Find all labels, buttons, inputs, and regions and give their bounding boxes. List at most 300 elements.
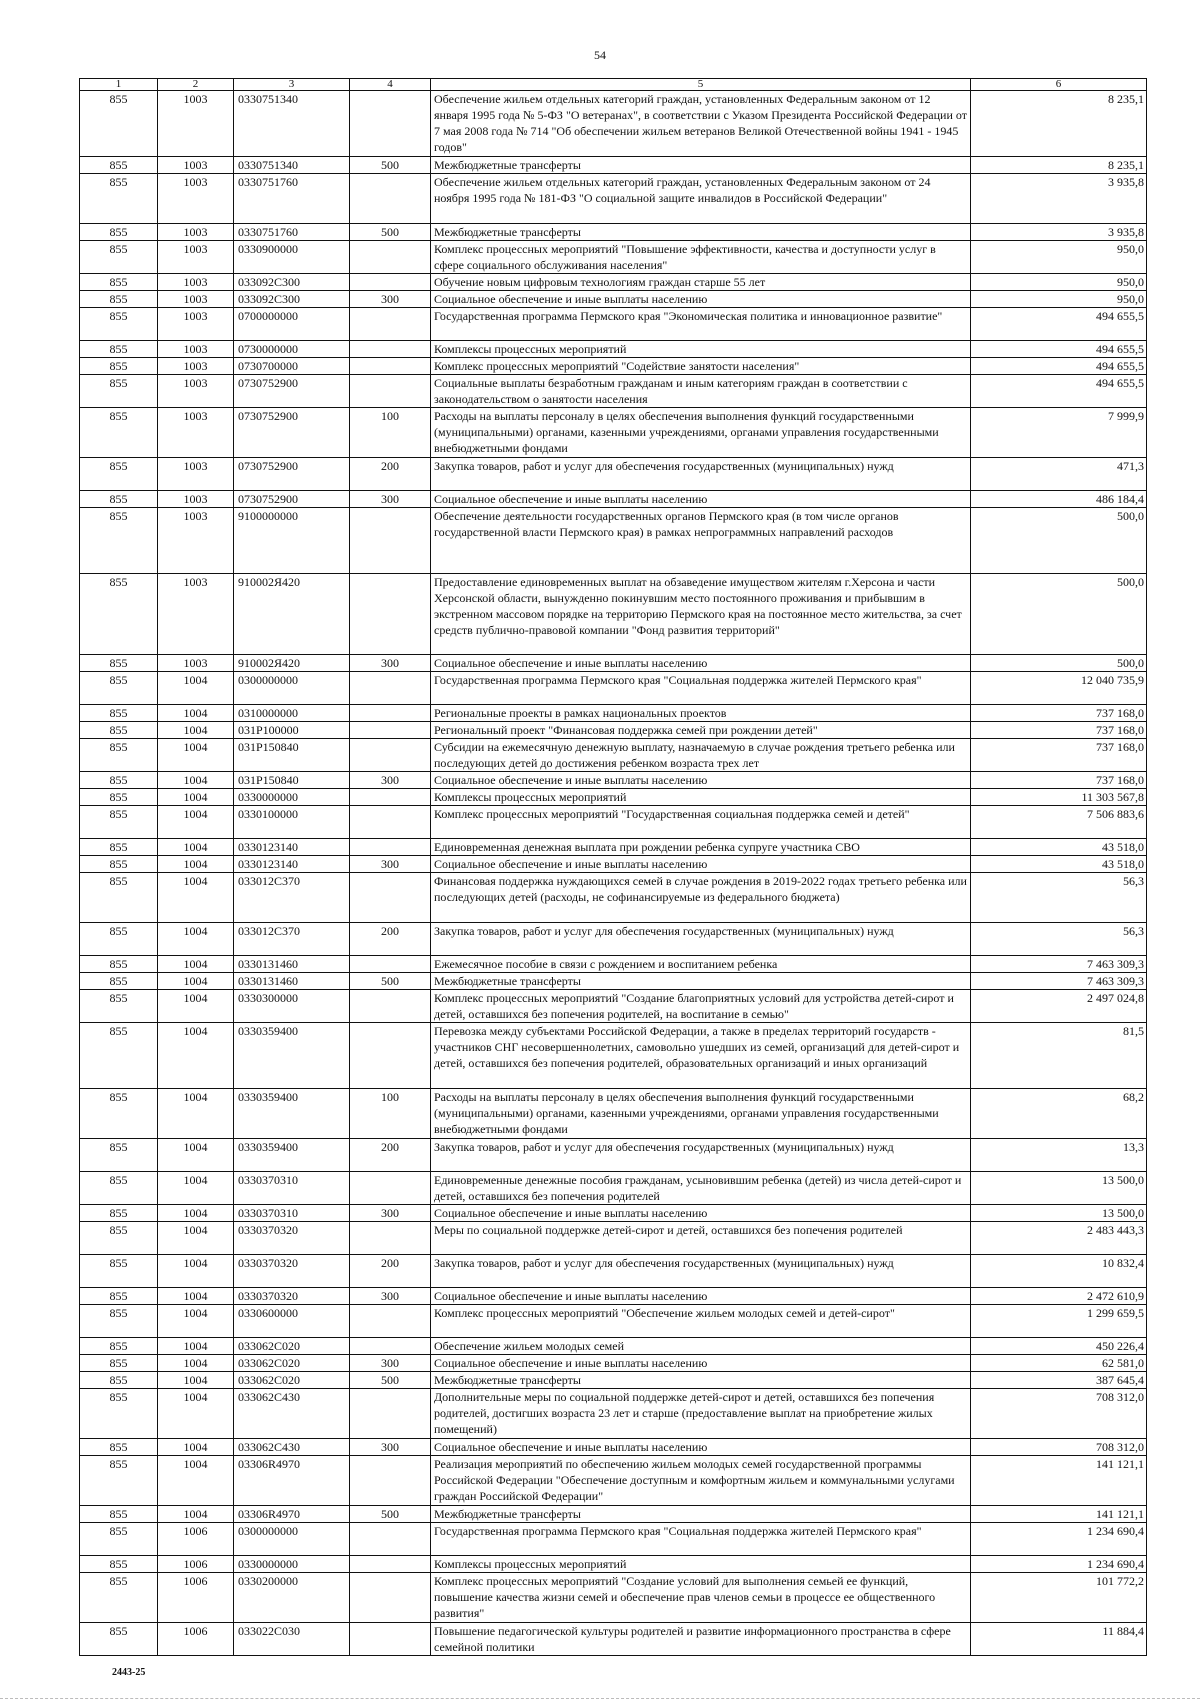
cell-admin-code: 855 [80,157,158,174]
cell-expense-type [350,839,431,856]
cell-section-code: 1004 [158,1372,234,1389]
header-col-3: 3 [234,79,350,91]
cell-target-article: 033092С300 [234,274,350,291]
cell-amount: 1 234 690,4 [971,1556,1147,1573]
cell-section-code: 1004 [158,1255,234,1288]
cell-section-code: 1004 [158,1305,234,1338]
cell-admin-code: 855 [80,1372,158,1389]
cell-description: Субсидии на ежемесячную денежную выплату, назначаемую в случае рождения третьего ребенка или последующих детей до достижения ребенком возраста трех лет [431,739,971,772]
cell-expense-type [350,1023,431,1089]
table-row [80,772,1147,789]
cell-admin-code: 855 [80,274,158,291]
cell-amount: 737 168,0 [971,772,1147,789]
cell-section-code: 1004 [158,672,234,705]
budget-table [79,78,1147,1656]
cell-section-code: 1004 [158,739,234,772]
cell-target-article: 0330100000 [234,806,350,839]
cell-target-article: 0730752900 [234,375,350,408]
cell-expense-type: 200 [350,458,431,491]
cell-target-article: 031P150840 [234,739,350,772]
cell-target-article: 033062С020 [234,1338,350,1355]
cell-description: Комплекс процессных мероприятий "Государственная социальная поддержка семей и детей" [431,806,971,839]
table-row [80,1623,1147,1656]
cell-section-code: 1003 [158,274,234,291]
cell-description: Финансовая поддержка нуждающихся семей в случае рождения в 2019-2022 годах третьего ребенка или последующих детей (расходы, не софинансируемые из федерального бюджета) [431,873,971,923]
table-row [80,956,1147,973]
table-row [80,375,1147,408]
table-row [80,458,1147,491]
table-row [80,806,1147,839]
cell-target-article: 0330200000 [234,1573,350,1623]
cell-amount: 471,3 [971,458,1147,491]
cell-target-article: 031P150840 [234,772,350,789]
cell-amount: 494 655,5 [971,341,1147,358]
cell-expense-type [350,1338,431,1355]
cell-amount: 8 235,1 [971,157,1147,174]
cell-amount: 1 299 659,5 [971,1305,1147,1338]
cell-target-article: 033062С020 [234,1355,350,1372]
cell-amount: 101 772,2 [971,1573,1147,1623]
cell-expense-type [350,341,431,358]
cell-section-code: 1003 [158,508,234,574]
cell-admin-code: 855 [80,1573,158,1623]
header-col-4: 4 [350,79,431,91]
page-number: 54 [594,48,606,62]
cell-expense-type [350,1222,431,1255]
cell-section-code: 1004 [158,956,234,973]
cell-admin-code: 855 [80,772,158,789]
cell-expense-type: 200 [350,1139,431,1172]
table-row [80,672,1147,705]
table-row [80,856,1147,873]
cell-section-code: 1003 [158,91,234,157]
table-row [80,1205,1147,1222]
cell-section-code: 1004 [158,973,234,990]
cell-expense-type: 500 [350,157,431,174]
cell-amount: 2 472 610,9 [971,1288,1147,1305]
cell-section-code: 1006 [158,1623,234,1656]
cell-target-article: 0730700000 [234,358,350,375]
cell-target-article: 0330370310 [234,1172,350,1205]
table-row [80,873,1147,923]
cell-admin-code: 855 [80,990,158,1023]
cell-admin-code: 855 [80,1523,158,1556]
cell-target-article: 0330359400 [234,1023,350,1089]
cell-description: Расходы на выплаты персоналу в целях обеспечения выполнения функций государственными (муниципальными) органами, казенными учреждениями, органами управления государственными внебюджетными фондами [431,1089,971,1139]
cell-expense-type: 200 [350,923,431,956]
cell-admin-code: 855 [80,1439,158,1456]
cell-description: Комплексы процессных мероприятий [431,1556,971,1573]
cell-section-code: 1003 [158,291,234,308]
cell-admin-code: 855 [80,341,158,358]
cell-expense-type [350,91,431,157]
cell-section-code: 1004 [158,722,234,739]
cell-section-code: 1006 [158,1523,234,1556]
cell-section-code: 1004 [158,1355,234,1372]
cell-amount: 450 226,4 [971,1338,1147,1355]
cell-target-article: 0330370320 [234,1288,350,1305]
cell-expense-type: 100 [350,1089,431,1139]
cell-target-article: 0310000000 [234,705,350,722]
cell-amount: 387 645,4 [971,1372,1147,1389]
cell-expense-type [350,375,431,408]
cell-admin-code: 855 [80,806,158,839]
cell-expense-type [350,1305,431,1338]
header-col-2: 2 [158,79,234,91]
cell-description: Комплекс процессных мероприятий "Создание благоприятных условий для устройства детей-сирот и детей, оставшихся без попечения родителей, на воспитание в семью" [431,990,971,1023]
cell-amount: 7 506 883,6 [971,806,1147,839]
cell-expense-type [350,873,431,923]
table-row [80,1506,1147,1523]
cell-description: Закупка товаров, работ и услуг для обеспечения государственных (муниципальных) нужд [431,923,971,956]
cell-amount: 11 884,4 [971,1623,1147,1656]
cell-amount: 950,0 [971,241,1147,274]
cell-description: Комплексы процессных мероприятий [431,789,971,806]
cell-section-code: 1004 [158,1338,234,1355]
table-row [80,1222,1147,1255]
cell-amount: 737 168,0 [971,722,1147,739]
cell-description: Социальное обеспечение и иные выплаты населению [431,772,971,789]
cell-admin-code: 855 [80,308,158,341]
cell-target-article: 031P100000 [234,722,350,739]
cell-amount: 8 235,1 [971,91,1147,157]
cell-amount: 950,0 [971,274,1147,291]
cell-admin-code: 855 [80,291,158,308]
cell-description: Закупка товаров, работ и услуг для обеспечения государственных (муниципальных) нужд [431,1139,971,1172]
cell-expense-type [350,722,431,739]
table-row [80,308,1147,341]
cell-amount: 500,0 [971,574,1147,655]
table-row [80,1355,1147,1372]
cell-expense-type [350,308,431,341]
cell-description: Межбюджетные трансферты [431,1506,971,1523]
cell-target-article: 0330370310 [234,1205,350,1222]
cell-expense-type [350,806,431,839]
cell-admin-code: 855 [80,224,158,241]
bottom-divider [0,1698,1200,1699]
table-row [80,973,1147,990]
cell-expense-type: 200 [350,1255,431,1288]
cell-target-article: 0330900000 [234,241,350,274]
cell-target-article: 033062С430 [234,1389,350,1439]
table-row [80,839,1147,856]
cell-amount: 13,3 [971,1139,1147,1172]
cell-description: Социальное обеспечение и иные выплаты населению [431,1288,971,1305]
cell-admin-code: 855 [80,1305,158,1338]
cell-description: Предоставление единовременных выплат на обзаведение имуществом жителям г.Херсона и части Херсонской области, вынужденно покинувшим место постоянного проживания и прибывшим в экстренном массовом порядке на территорию Пермского края на постоянное место жительства, за счет средств публично-правовой компании "Фонд развития территорий" [431,574,971,655]
cell-expense-type [350,1172,431,1205]
cell-admin-code: 855 [80,1222,158,1255]
table-row [80,341,1147,358]
cell-expense-type [350,274,431,291]
cell-section-code: 1004 [158,1439,234,1456]
table-row [80,1139,1147,1172]
cell-target-article: 9100000000 [234,508,350,574]
cell-target-article: 0330359400 [234,1089,350,1139]
table-row [80,1305,1147,1338]
cell-target-article: 0330123140 [234,839,350,856]
cell-target-article: 033092С300 [234,291,350,308]
cell-amount: 950,0 [971,291,1147,308]
cell-expense-type [350,705,431,722]
cell-section-code: 1004 [158,806,234,839]
cell-admin-code: 855 [80,705,158,722]
cell-admin-code: 855 [80,672,158,705]
cell-target-article: 0730752900 [234,491,350,508]
table-body [80,91,1147,1656]
table-row [80,923,1147,956]
cell-description: Социальное обеспечение и иные выплаты населению [431,655,971,672]
cell-target-article: 0730000000 [234,341,350,358]
cell-description: Государственная программа Пермского края "Социальная поддержка жителей Пермского края" [431,672,971,705]
cell-description: Комплекс процессных мероприятий "Содействие занятости населения" [431,358,971,375]
cell-admin-code: 855 [80,1338,158,1355]
table-row [80,1023,1147,1089]
table-row [80,408,1147,458]
cell-admin-code: 855 [80,1023,158,1089]
cell-description: Единовременная денежная выплата при рождении ребенка супруге участника СВО [431,839,971,856]
cell-section-code: 1006 [158,1556,234,1573]
cell-expense-type [350,789,431,806]
cell-section-code: 1004 [158,705,234,722]
cell-expense-type [350,990,431,1023]
table-row [80,722,1147,739]
cell-description: Межбюджетные трансферты [431,1372,971,1389]
cell-admin-code: 855 [80,375,158,408]
cell-description: Межбюджетные трансферты [431,224,971,241]
cell-amount: 3 935,8 [971,174,1147,224]
cell-section-code: 1003 [158,408,234,458]
cell-section-code: 1004 [158,923,234,956]
cell-target-article: 0300000000 [234,1523,350,1556]
cell-section-code: 1004 [158,1389,234,1439]
cell-expense-type: 300 [350,291,431,308]
table-row [80,1338,1147,1355]
cell-target-article: 0330131460 [234,973,350,990]
cell-description: Повышение педагогической культуры родителей и развитие информационного пространства в сфере семейной политики [431,1623,971,1656]
cell-description: Социальные выплаты безработным гражданам и иным категориям граждан в соответствии с законодательством о занятости населения [431,375,971,408]
cell-amount: 13 500,0 [971,1172,1147,1205]
cell-amount: 7 463 309,3 [971,956,1147,973]
table-row [80,1089,1147,1139]
cell-amount: 141 121,1 [971,1506,1147,1523]
table-row [80,1172,1147,1205]
cell-amount: 11 303 567,8 [971,789,1147,806]
cell-section-code: 1004 [158,1222,234,1255]
cell-expense-type: 300 [350,1355,431,1372]
cell-admin-code: 855 [80,1389,158,1439]
cell-target-article: 0330000000 [234,1556,350,1573]
table-row [80,705,1147,722]
cell-section-code: 1003 [158,458,234,491]
cell-amount: 13 500,0 [971,1205,1147,1222]
cell-description: Закупка товаров, работ и услуг для обеспечения государственных (муниципальных) нужд [431,458,971,491]
table-row [80,358,1147,375]
cell-target-article: 0330370320 [234,1222,350,1255]
footer-document-code: 2443-25 [112,1667,146,1678]
cell-expense-type: 100 [350,408,431,458]
table-row [80,739,1147,772]
cell-section-code: 1004 [158,990,234,1023]
cell-admin-code: 855 [80,174,158,224]
cell-expense-type: 300 [350,655,431,672]
cell-admin-code: 855 [80,1556,158,1573]
cell-amount: 43 518,0 [971,839,1147,856]
cell-admin-code: 855 [80,923,158,956]
cell-description: Ежемесячное пособие в связи с рождением и воспитанием ребенка [431,956,971,973]
cell-section-code: 1004 [158,1205,234,1222]
cell-description: Обеспечение жильем отдельных категорий граждан, установленных Федеральным законом от 12 января 1995 года № 5-ФЗ "О ветеранах", в соответствии с Указом Президента Российской Федерации от 7 мая 2008 года № 714 "Об обеспечении жильем ветеранов Великой Отечественной войны 1941 - 1945 годов" [431,91,971,157]
cell-description: Государственная программа Пермского края "Социальная поддержка жителей Пермского края" [431,1523,971,1556]
cell-admin-code: 855 [80,973,158,990]
cell-admin-code: 855 [80,789,158,806]
cell-expense-type [350,1389,431,1439]
cell-expense-type [350,574,431,655]
cell-admin-code: 855 [80,1255,158,1288]
cell-target-article: 0330370320 [234,1255,350,1288]
table-row [80,291,1147,308]
cell-target-article: 0730752900 [234,458,350,491]
cell-expense-type [350,956,431,973]
cell-description: Комплекс процессных мероприятий "Обеспечение жильем молодых семей и детей-сирот" [431,1305,971,1338]
cell-description: Социальное обеспечение и иные выплаты населению [431,1205,971,1222]
cell-section-code: 1004 [158,1456,234,1506]
cell-description: Реализация мероприятий по обеспечению жильем молодых семей государственной программы Российской Федерации "Обеспечение доступным и комфортным жильем и коммунальными услугами граждан Российской Федерации" [431,1456,971,1506]
cell-expense-type: 500 [350,1506,431,1523]
cell-section-code: 1003 [158,308,234,341]
cell-section-code: 1003 [158,574,234,655]
cell-amount: 737 168,0 [971,739,1147,772]
cell-admin-code: 855 [80,1623,158,1656]
cell-description: Закупка товаров, работ и услуг для обеспечения государственных (муниципальных) нужд [431,1255,971,1288]
cell-target-article: 03306R4970 [234,1456,350,1506]
cell-description: Социальное обеспечение и иные выплаты населению [431,1355,971,1372]
cell-target-article: 033012С370 [234,923,350,956]
table-row [80,789,1147,806]
cell-amount: 7 999,9 [971,408,1147,458]
table-row [80,1372,1147,1389]
cell-admin-code: 855 [80,1506,158,1523]
cell-admin-code: 855 [80,491,158,508]
cell-admin-code: 855 [80,722,158,739]
cell-section-code: 1004 [158,789,234,806]
cell-description: Социальное обеспечение и иные выплаты населению [431,856,971,873]
cell-admin-code: 855 [80,358,158,375]
cell-description: Перевозка между субъектами Российской Федерации, а также в пределах территорий государств - участников СНГ несовершеннолетних, самовольно ушедших из семей, организаций для детей-сирот и детей, оставшихся без попечения родителей, образовательных организаций и иных организаций [431,1023,971,1089]
cell-section-code: 1003 [158,174,234,224]
cell-admin-code: 855 [80,1089,158,1139]
header-col-5: 5 [431,79,971,91]
cell-admin-code: 855 [80,91,158,157]
table-row [80,655,1147,672]
cell-expense-type [350,1623,431,1656]
cell-target-article: 0330751340 [234,91,350,157]
cell-target-article: 0330123140 [234,856,350,873]
cell-admin-code: 855 [80,856,158,873]
table-row [80,1456,1147,1506]
cell-amount: 7 463 309,3 [971,973,1147,990]
cell-admin-code: 855 [80,1456,158,1506]
cell-expense-type [350,1573,431,1623]
cell-expense-type: 500 [350,224,431,241]
table-row [80,574,1147,655]
table-row [80,174,1147,224]
cell-amount: 708 312,0 [971,1439,1147,1456]
cell-target-article: 033062С430 [234,1439,350,1456]
cell-expense-type: 500 [350,973,431,990]
table-row [80,1288,1147,1305]
cell-amount: 3 935,8 [971,224,1147,241]
cell-section-code: 1004 [158,1023,234,1089]
table-row [80,1439,1147,1456]
cell-target-article: 03306R4970 [234,1506,350,1523]
cell-expense-type [350,508,431,574]
cell-expense-type [350,241,431,274]
cell-target-article: 033022С030 [234,1623,350,1656]
cell-amount: 2 483 443,3 [971,1222,1147,1255]
cell-target-article: 0330751340 [234,157,350,174]
cell-admin-code: 855 [80,1288,158,1305]
cell-expense-type: 500 [350,1372,431,1389]
cell-description: Социальное обеспечение и иные выплаты населению [431,291,971,308]
cell-description: Обеспечение жильем отдельных категорий граждан, установленных Федеральным законом от 24 ноября 1995 года № 181-ФЗ "О социальной защите инвалидов в Российской Федерации" [431,174,971,224]
table-row [80,157,1147,174]
cell-admin-code: 855 [80,458,158,491]
cell-description: Комплекс процессных мероприятий "Создание условий для выполнения семьей ее функций, повышение качества жизни семей и обеспечение прав членов семьи в процессе ее общественного развития" [431,1573,971,1623]
cell-amount: 2 497 024,8 [971,990,1147,1023]
cell-admin-code: 855 [80,873,158,923]
table-row [80,224,1147,241]
cell-amount: 708 312,0 [971,1389,1147,1439]
cell-section-code: 1003 [158,655,234,672]
cell-target-article: 033012С370 [234,873,350,923]
cell-description: Единовременные денежные пособия гражданам, усыновившим ребенка (детей) из числа детей-сирот и детей, оставшихся без попечения родителей [431,1172,971,1205]
cell-section-code: 1003 [158,224,234,241]
cell-description: Региональный проект "Финансовая поддержка семей при рождении детей" [431,722,971,739]
table-row [80,274,1147,291]
table-header-row [80,79,1147,91]
cell-target-article: 0700000000 [234,308,350,341]
cell-description: Меры по социальной поддержке детей-сирот и детей, оставшихся без попечения родителей [431,1222,971,1255]
cell-expense-type: 300 [350,491,431,508]
cell-expense-type [350,174,431,224]
cell-expense-type: 300 [350,1439,431,1456]
cell-amount: 10 832,4 [971,1255,1147,1288]
cell-amount: 737 168,0 [971,705,1147,722]
cell-amount: 62 581,0 [971,1355,1147,1372]
cell-section-code: 1003 [158,358,234,375]
cell-section-code: 1004 [158,839,234,856]
cell-expense-type [350,358,431,375]
cell-description: Социальное обеспечение и иные выплаты населению [431,491,971,508]
cell-admin-code: 855 [80,739,158,772]
cell-description: Межбюджетные трансферты [431,973,971,990]
cell-amount: 68,2 [971,1089,1147,1139]
cell-amount: 43 518,0 [971,856,1147,873]
cell-target-article: 0330131460 [234,956,350,973]
cell-target-article: 0330359400 [234,1139,350,1172]
table-row [80,241,1147,274]
cell-section-code: 1004 [158,772,234,789]
cell-amount: 494 655,5 [971,375,1147,408]
cell-section-code: 1004 [158,856,234,873]
cell-amount: 486 184,4 [971,491,1147,508]
cell-amount: 141 121,1 [971,1456,1147,1506]
cell-target-article: 0330751760 [234,174,350,224]
cell-expense-type [350,1456,431,1506]
cell-expense-type: 300 [350,1288,431,1305]
cell-section-code: 1004 [158,1288,234,1305]
